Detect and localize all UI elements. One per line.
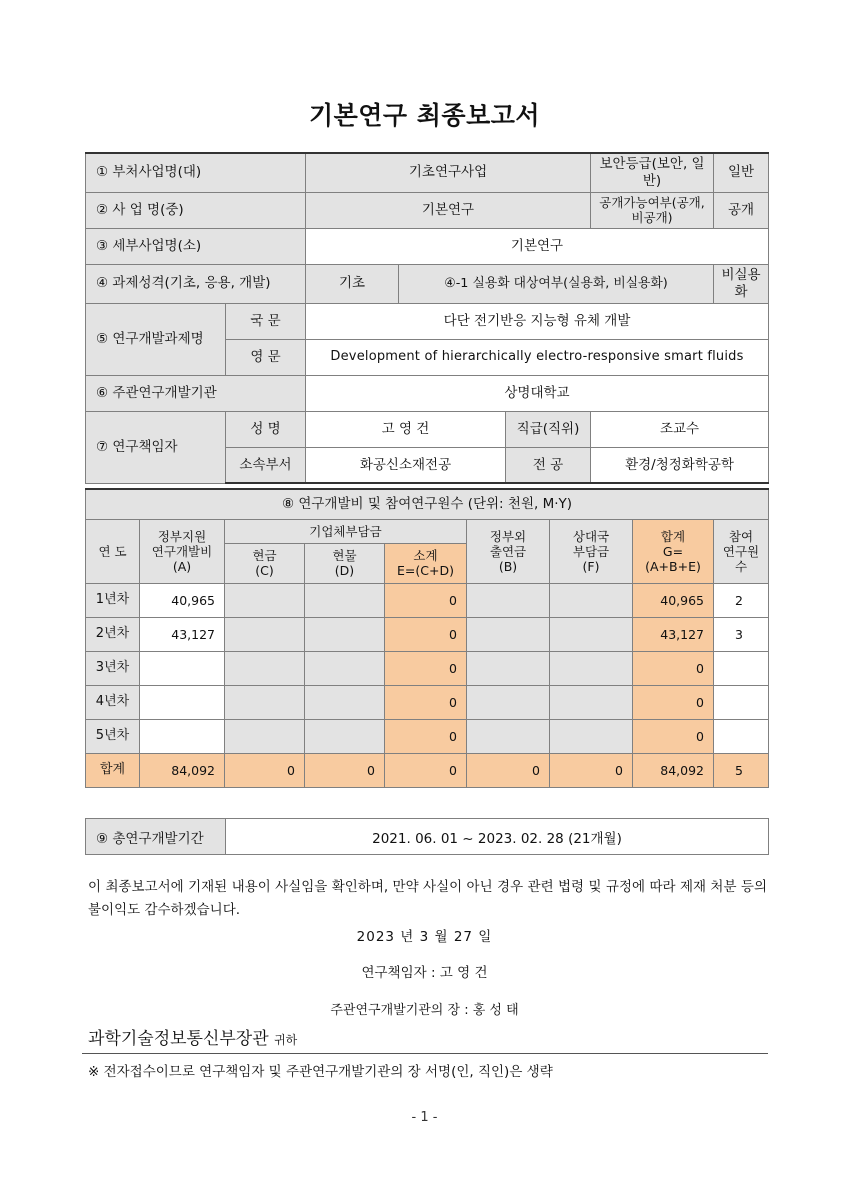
cell-gov-support — [140, 651, 225, 685]
row-label-program-mid: ② 사 업 명(중) — [86, 192, 306, 228]
cell-major-label: 전 공 — [506, 447, 591, 483]
cell-subtotal: 0 — [385, 685, 467, 719]
cell-researchers — [714, 651, 769, 685]
cell-security-grade-label: 보안등급(보안, 일반) — [591, 153, 714, 192]
budget-table — [85, 488, 769, 788]
cell-total-researchers: 5 — [714, 753, 769, 787]
header-researchers — [714, 519, 769, 583]
cell-cash — [225, 719, 305, 753]
cell-counterpart — [550, 617, 633, 651]
header-subtotal-code: E=(C+D) — [397, 563, 454, 578]
addressee-name: 과학기술정보통신부장관 — [88, 1029, 269, 1049]
research-period-table — [85, 818, 769, 855]
cell-year: 3년차 — [86, 651, 140, 685]
table-row — [86, 651, 769, 685]
cell-gov-outside — [467, 583, 550, 617]
cell-gov-support — [140, 719, 225, 753]
budget-caption-row — [86, 489, 769, 519]
header-company-contribution-group: 기업체부담금 — [225, 519, 467, 543]
header-researchers-line1: 참여 — [728, 528, 754, 544]
signature-principal-investigator: 연구책임자 : 고 영 건 — [361, 965, 488, 981]
cell-gov-support — [140, 685, 225, 719]
cell-cash — [225, 617, 305, 651]
page-title: 기본연구 최종보고서 — [308, 101, 541, 130]
table-row — [86, 617, 769, 651]
cell-total: 43,127 — [633, 617, 714, 651]
cell-name-value: 고 영 건 — [306, 411, 506, 447]
cell-total-counterpart: 0 — [550, 753, 633, 787]
cell-researchers — [714, 685, 769, 719]
cell-year: 4년차 — [86, 685, 140, 719]
cell-host-institution-value: 상명대학교 — [306, 375, 769, 411]
cell-total-inkind: 0 — [305, 753, 385, 787]
header-counterpart-line1: 상대국 — [572, 528, 610, 544]
budget-header-row-1 — [86, 519, 769, 543]
electronic-submission-note: ※ 전자접수이므로 연구책임자 및 주관연구개발기관의 장 서명(인, 직인)은 생략 — [88, 1064, 553, 1080]
cell-total-label: 합계 — [86, 753, 140, 787]
cell-department-value: 화공신소재전공 — [306, 447, 506, 483]
row-label-principal-investigator: ⑦ 연구책임자 — [86, 411, 226, 483]
cell-researchers: 2 — [714, 583, 769, 617]
cell-security-grade-value: 일반 — [714, 153, 769, 192]
cell-subtotal: 0 — [385, 617, 467, 651]
header-gov-support — [140, 519, 225, 583]
cell-disclosure-label: 공개가능여부(공개, 비공개) — [591, 192, 714, 228]
table-row — [86, 265, 769, 304]
cell-inkind — [305, 719, 385, 753]
table-row — [86, 719, 769, 753]
cell-subtotal: 0 — [385, 651, 467, 685]
header-inkind — [305, 543, 385, 583]
cell-english-title: Development of hierarchically electro-responsive smart fluids — [306, 339, 769, 375]
signature-date: 2023 년 3 월 27 일 — [356, 929, 493, 945]
cell-department-label: 소속부서 — [226, 447, 306, 483]
cell-commercialization-value: 비실용화 — [714, 265, 769, 304]
table-row — [86, 685, 769, 719]
header-gov-support-line1: 정부지원 — [157, 528, 207, 544]
row-label-ministry-program: ① 부처사업명(대) — [86, 153, 306, 192]
cell-researchers — [714, 719, 769, 753]
cell-counterpart — [550, 719, 633, 753]
header-counterpart-line2: 부담금 — [572, 543, 610, 559]
table-row — [86, 411, 769, 447]
cell-subtotal: 0 — [385, 719, 467, 753]
cell-counterpart — [550, 583, 633, 617]
cell-cash — [225, 685, 305, 719]
cell-counterpart — [550, 651, 633, 685]
row-label-host-institution: ⑥ 주관연구개발기관 — [86, 375, 306, 411]
header-year: 연 도 — [86, 519, 140, 583]
header-gov-outside-line1: 정부외 — [489, 528, 527, 544]
cell-total: 40,965 — [633, 583, 714, 617]
cell-total-subtotal: 0 — [385, 753, 467, 787]
header-researchers-line2: 연구원수 — [722, 543, 760, 574]
signature-institution-head: 주관연구개발기관의 장 : 홍 성 태 — [330, 1003, 519, 1018]
cell-year: 2년차 — [86, 617, 140, 651]
row-label-program-small: ③ 세부사업명(소) — [86, 229, 306, 265]
cell-gov-outside — [467, 719, 550, 753]
table-row — [86, 303, 769, 339]
cell-year: 1년차 — [86, 583, 140, 617]
table-row — [86, 583, 769, 617]
cell-rank-label: 직급(직위) — [506, 411, 591, 447]
cell-subtotal: 0 — [385, 583, 467, 617]
header-gov-outside-code: (B) — [498, 558, 518, 574]
cell-ministry-program-value: 기초연구사업 — [306, 153, 591, 192]
page-number: - 1 - — [411, 1110, 438, 1125]
row-label-research-period: ⑨ 총연구개발기간 — [86, 819, 226, 855]
header-gov-support-line3: (A) — [172, 558, 192, 574]
horizontal-divider — [82, 1053, 768, 1054]
table-row — [86, 229, 769, 265]
cell-gov-support: 40,965 — [140, 583, 225, 617]
cell-inkind — [305, 651, 385, 685]
budget-caption: ⑧ 연구개발비 및 참여연구원수 (단위: 천원, M·Y) — [86, 489, 769, 519]
header-counterpart — [550, 519, 633, 583]
cell-program-mid-value: 기본연구 — [306, 192, 591, 228]
cell-total-sum: 84,092 — [633, 753, 714, 787]
cell-program-small-value: 기본연구 — [306, 229, 769, 265]
table-row — [86, 819, 769, 855]
addressee-line — [88, 1024, 297, 1049]
project-info-table — [85, 152, 769, 484]
cell-cash — [225, 651, 305, 685]
cell-researchers: 3 — [714, 617, 769, 651]
cell-english-label: 영 문 — [226, 339, 306, 375]
cell-total-gov-support: 84,092 — [140, 753, 225, 787]
header-gov-outside — [467, 519, 550, 583]
cell-total: 0 — [633, 685, 714, 719]
header-cash — [225, 543, 305, 583]
header-cash-code: (C) — [255, 563, 274, 578]
cell-inkind — [305, 617, 385, 651]
cell-gov-support: 43,127 — [140, 617, 225, 651]
cell-name-label: 성 명 — [226, 411, 306, 447]
cell-gov-outside — [467, 617, 550, 651]
cell-gov-outside — [467, 685, 550, 719]
cell-year: 5년차 — [86, 719, 140, 753]
cell-research-period-value: 2021. 06. 01 ~ 2023. 02. 28 (21개월) — [226, 819, 769, 855]
header-subtotal — [385, 543, 467, 583]
table-row — [86, 192, 769, 228]
cell-korean-title: 다단 전기반응 지능형 유체 개발 — [306, 303, 769, 339]
header-inkind-code: (D) — [334, 563, 355, 578]
cell-total: 0 — [633, 719, 714, 753]
header-total — [633, 519, 714, 583]
header-cash-label: 현금 — [252, 548, 277, 563]
row-label-project-type: ④ 과제성격(기초, 응용, 개발) — [86, 265, 306, 304]
header-counterpart-code: (F) — [582, 558, 600, 574]
cell-commercialization-label: ④-1 실용화 대상여부(실용화, 비실용화) — [399, 265, 714, 304]
cell-disclosure-value: 공개 — [714, 192, 769, 228]
cell-counterpart — [550, 685, 633, 719]
header-total-label: 합계 — [660, 528, 686, 544]
table-row — [86, 375, 769, 411]
cell-cash — [225, 583, 305, 617]
header-gov-outside-line2: 출연금 — [489, 543, 527, 559]
table-row — [86, 153, 769, 192]
cell-gov-outside — [467, 651, 550, 685]
budget-total-row — [86, 753, 769, 787]
confirmation-statement: 이 최종보고서에 기재된 내용이 사실임을 확인하며, 만약 사실이 아닌 경우 관련 법령 및 규정에 따라 제재 처분 등의 불이익도 감수하겠습니다. — [88, 878, 767, 919]
cell-project-type-value: 기초 — [306, 265, 399, 304]
header-gov-support-line2: 연구개발비 — [151, 543, 213, 559]
cell-rank-value: 조교수 — [591, 411, 769, 447]
header-inkind-label: 현물 — [332, 548, 357, 563]
cell-total: 0 — [633, 651, 714, 685]
header-subtotal-label: 소계 — [413, 548, 438, 563]
cell-inkind — [305, 583, 385, 617]
cell-inkind — [305, 685, 385, 719]
cell-major-value: 환경/청정화학공학 — [591, 447, 769, 483]
row-label-project-title: ⑤ 연구개발과제명 — [86, 303, 226, 375]
addressee-honorific: 귀하 — [274, 1033, 298, 1047]
cell-total-cash: 0 — [225, 753, 305, 787]
cell-total-gov-outside: 0 — [467, 753, 550, 787]
cell-korean-label: 국 문 — [226, 303, 306, 339]
header-total-code: G=(A+B+E) — [645, 543, 701, 574]
